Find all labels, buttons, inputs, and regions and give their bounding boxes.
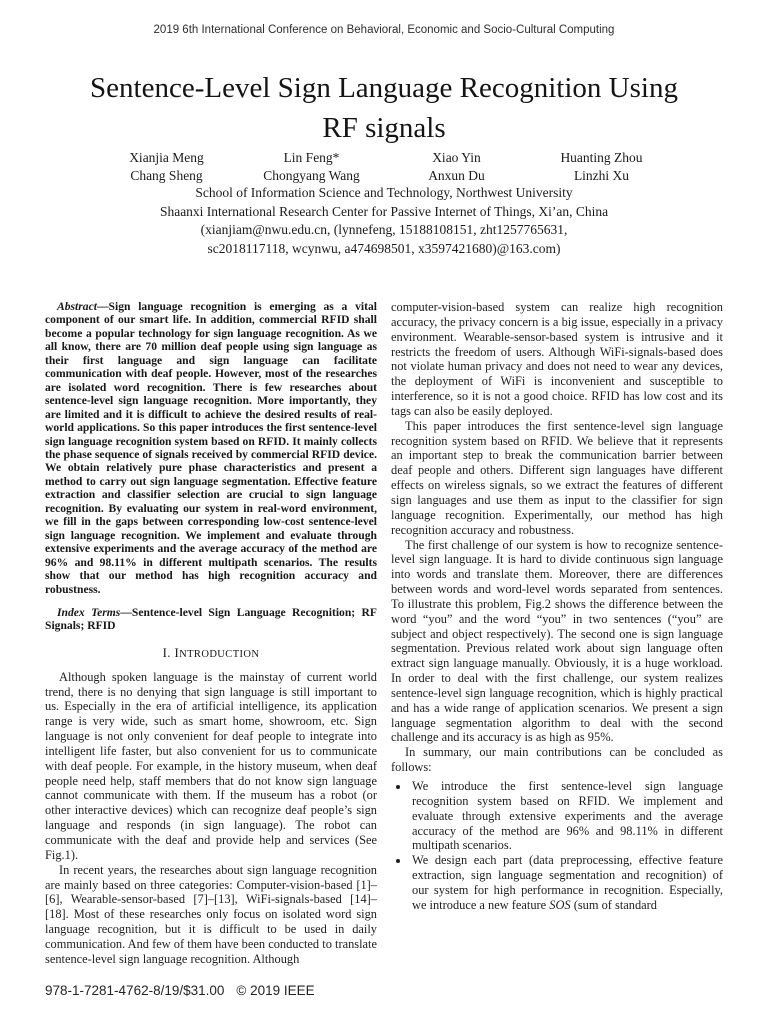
- abstract-dash: —: [96, 300, 109, 313]
- sos-feature-term: SOS: [549, 897, 571, 912]
- author-name: Lin Feng*: [283, 150, 340, 165]
- author-emails-line: (xianjiam@nwu.edu.cn, (lynnefeng, 15188108151, zht1257765631,: [200, 222, 568, 237]
- copyright-footer: [45, 983, 315, 998]
- affiliation-line: Shaanxi International Research Center for Passive Internet of Things, Xi’an, China: [159, 203, 609, 219]
- footer-copyright: © 2019 IEEE: [236, 983, 315, 998]
- author-name: Linzhi Xu: [573, 167, 630, 183]
- section-heading-introduction: [45, 646, 377, 663]
- index-terms: [45, 606, 377, 633]
- right-column: [391, 300, 723, 970]
- paper-title-line1: Sentence-Level Sign Language Recognition Using: [90, 72, 678, 104]
- intro-paragraph-6: In summary, our main contributions can be concluded as follows:: [391, 745, 723, 775]
- author-name: Chang Sheng: [130, 167, 203, 183]
- index-terms-text: Sentence-level Sign Language Recognition; RF Signals; RFID: [45, 605, 377, 633]
- left-column: [45, 300, 377, 970]
- contribution-list: [395, 779, 723, 913]
- footer-isbn: 978-1-7281-4762-8/19/$31.00: [45, 983, 225, 998]
- intro-paragraph-5: The first challenge of our system is how to recognize sentence-level sign language. It is hard to divide continuous sign language into words and translate them. Moreover, there are differences between words and word-level words separated from sentences. To illustrate this problem, Fig.2 shows the difference between the word “you” and the word “you” in two sentences (“you” are subject and object respectively). The second one is sign language segmentation. Previous related work about sign language often extract sign language manually. Obviously, it is a huge workload. In order to deal with the first challenge, our system realizes sentence-level sign language recognition, which is highly practical and has a wide range of application scenarios. We present a sign language segmentation algorithm to deal with the second challenge and its accuracy is as high as 95%.: [391, 537, 723, 745]
- affiliation-line: School of Information Science and Technology, Northwest University: [195, 185, 573, 200]
- author-name: Xiao Yin: [432, 150, 481, 165]
- section-number: I. I: [162, 645, 180, 660]
- contribution-item-2: [410, 853, 723, 912]
- intro-paragraph-3: computer-vision-based system can realize high recognition accuracy, the privacy concern is a big issue, especially in a privacy environment. Wearable-sensor-based system is intrusive and it restricts the freedom of users. Although WiFi-signals-based does not violate human privacy and does not need to wear any devices, the deployment of WiFi is inconvenient and susceptible to interference, so it is not a good choice. RFID has low cost and its tags can also be easily deployed.: [391, 300, 723, 418]
- author-name: Anxun Du: [428, 167, 485, 183]
- two-column-body: [45, 300, 724, 970]
- intro-paragraph-2: In recent years, the researches about sign language recognition are mainly based on three categories: Computer-vision-based [1]–[6], Wearable-sensor-based [7]–[13], WiFi-signals-based [14]–[18]. Most of these researches only focus on isolated word sign language recognition, but it is difficult to be used in daily communication. And few of them have been conducted to translate sentence-level sign language recognition. Although: [45, 862, 377, 966]
- author-name: Chongyang Wang: [263, 167, 360, 183]
- conference-header: 2019 6th International Conference on Behavioral, Economic and Socio-Cultural Computing: [153, 24, 615, 36]
- contribution-item-2-text: (sum of standard: [570, 897, 657, 912]
- abstract-label: Abstract: [57, 300, 97, 313]
- author-name: Huanting Zhou: [560, 150, 643, 165]
- section-title: NTRODUCTION: [179, 648, 260, 660]
- intro-paragraph-4: This paper introduces the first sentence-level sign language recognition system based on RFID. We believe that it represents an important step to break the communication barrier between deaf people and others. Different sign languages have different effects on wireless signals, so we extract the features of different sign languages and use them as input to the classifier for sign language recognition. Experimentally, our method has high recognition accuracy and robustness.: [391, 418, 723, 537]
- intro-paragraph-1: Although spoken language is the mainstay of current world trend, there is no denying that sign language is still important to us. Especially in the era of artificial intelligence, its application range is very wide, such as smart home, showroom, etc. Sign language is not only convenient for deaf people to integrate into intelligent life faster, but also convenient for us to communicate with deaf people. For example, in the history museum, when deaf people need help, staff members that do not know sign language cannot communicate with them. If the museum has a robot (or other interactive devices) which can recognize deaf people’s sign language and responds (in sign language). The robot can communicate with the deaf and provide help and services (See Fig.1).: [45, 669, 377, 862]
- abstract-text: Sign language recognition is emerging as a vital component of our smart life. In addition, commercial RFID shall become a popular technology for sign language recognition. As we all know, there are 70 million deaf people using sign language as their first language and sign language can facilitate communication with deaf people. However, most of the researches are isolated word recognition. There is few researches about sentence-level sign language recognition. More importantly, they are limited and it is difficult to achieve the desired results of real-world applications. So this paper introduces the first sentence-level sign language recognition system based on RFID. It mainly collects the phase sequence of signals received by commercial RFID device. We obtain relatively pure phase characteristics and present a method to carry out sign language segmentation. Effective feature extraction and classifier selection are crucial to sign language recognition. By evaluating our system in real-word environment, we fill in the gaps between corresponding low-cost sentence-level sign language recognition. We implement and evaluate through extensive experiments and the average accuracy of the method are 96% and 98.11% in different multipath scenarios. The results show that our method has high recognition accuracy and robustness.: [45, 300, 377, 596]
- index-terms-label: Index Terms: [57, 605, 121, 619]
- contribution-item-1: • We introduce the first sentence-level sign language recognition system based on RFID. We implement and evaluate through extensive experiments and the average accuracy of the method are 96% and 98.11% in different multipath scenarios.: [410, 779, 723, 853]
- contribution-item-2-text: We design each part (data preprocessing, effective feature extraction, sign language segmentation and recognition) of our system for high performance in recognition. Especially, we introduce a new feature: [412, 853, 723, 912]
- paper-title: [0, 68, 768, 148]
- author-names: [0, 149, 768, 184]
- paper-title-line2: RF signals: [322, 112, 446, 144]
- abstract: [45, 300, 377, 596]
- author-name: Xianjia Meng: [129, 150, 204, 165]
- author-block: [0, 149, 768, 258]
- author-emails-line: sc2018117118, wcynwu, a474698501, x3597421680)@163.com): [207, 240, 561, 256]
- index-terms-dash: —: [120, 605, 132, 619]
